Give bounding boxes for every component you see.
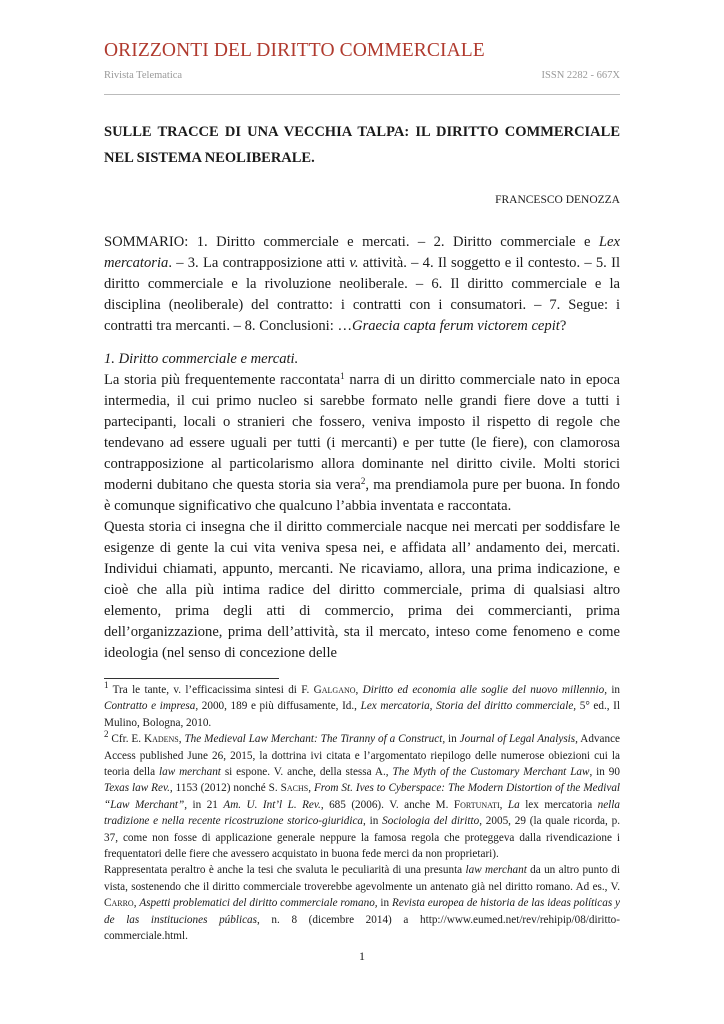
footnote-separator: [104, 678, 279, 679]
footnote-ref-1[interactable]: 1: [340, 371, 345, 381]
footnote-2-continued: Rappresentata peraltro è anche la tesi che svaluta le peculiarità di una presunta law merchant da un altro punto di vista, sostenendo che il diritto commerciale troverebbe agevolmente un antenato già nel diritto romano. Ad es., V. Carro, Aspetti problematici del diritto commerciale romano, in Revista europea de historia de las ideas políticas y de las instituciones públicas, n. 8 (dicembre 2014) a http://www.eumed.net/rev/rehipip/08/diritto-commerciale.html.: [104, 864, 621, 943]
header-divider: [104, 94, 620, 95]
footnotes: [104, 682, 620, 945]
footnote-2: $^2$ Cfr. E. Kadens, The Medieval Law Merchant: The Tiranny of a Construct, in Journal of Legal Analysis, Advance Access published June 26, 2015, la dottrina ivi citata e l’argomentato riepilogo delle numerose obiezioni cui la teoria della law merchant si espone. V. anche, della stessa A., The Myth of the Customary Merchant Law, in 90 Texas law Rev., 1153 (2012) nonché S. Sachs, From St. Ives to Cyberspace: The Modern Distortion of the Medival “Law Merchant”, in 21 Am. U. Int’l L. Rev., 685 (2006). V. anche M. Fortunati, La lex mercatoria nella tradizione e nella recente ricostruzione storico-giuridica, in Sociologia del diritto, 2005, 29 (la quale ricorda, p. 37, come non fosse di applicazione generale neppure la famosa regola che proteggeva dalla rivendicazione i frequentatori delle fiere che avessero acquistato in buona fede merci da non proprietari).: [104, 729, 621, 861]
journal-subtitle: Rivista Telematica: [104, 70, 183, 81]
sommario: SOMMARIO: 1. Diritto commerciale e mercati. – 2. Diritto commerciale e Lex mercatoria. – 3. La contrapposizione atti v. attività. – 4. Il soggetto e il contesto. – 5. Il diritto commerciale e la rivoluzione neoliberale. – 6. Il diritto commerciale e la disciplina (neoliberale) del contratto: i contratti con i consumatori. – 7. Segue: i contratti tra mercanti. – 8. Conclusioni: …Graecia capta ferum victorem cepit?: [104, 234, 620, 334]
footnote-ref-2[interactable]: 2: [360, 476, 366, 486]
section-1: [104, 349, 620, 664]
page-number: 1: [359, 949, 365, 963]
journal-title: ORIZZONTI DEL DIRITTO COMMERCIALE: [104, 40, 485, 61]
paragraph: La storia più frequentemente raccontata$^1$ narra di un diritto commerciale nato in epoca intermedia, il cui primo nucleo si sarebbe formato nelle grandi fiere dove a tutti i partecipanti, locali o stranieri che fossero, veniva imposto il rispetto di regole che tendevano ad essere uguali per tutti (i mercanti) e per tutte (le fiere), con clamorosa contrapposizione al particolarismo allora dominante nel diritto civile. Molti storici moderni dubitano che questa storia sia vera$^2$, ma prendiamola pure per buona. In fondo è comunque significativo che qualcuno l’abbia inventata e raccontata.: [104, 371, 621, 514]
section-heading: 1. Diritto commerciale e mercati.: [104, 351, 299, 367]
journal-issn: ISSN 2282 - 667X: [541, 70, 620, 81]
footnote-1: $^1$ Tra le tante, v. l’efficacissima sintesi di F. Galgano, Diritto ed economia alle soglie del nuovo millennio, in Contratto e impresa, 2000, 189 e più diffusamente, Id., Lex mercatoria, Storia del diritto commerciale, 5° ed., Il Mulino, Bologna, 2010.: [104, 680, 621, 729]
journal-subline: [104, 70, 620, 81]
paragraph: Questa storia ci insegna che il diritto commerciale nacque nei mercati per soddisfare le esigenze di gente la cui vita veniva spesa nei, e affidata all’ andamento dei, mercati. Individui chiamati, appunto, mercanti. Ne ricaviamo, allora, una prima indicazione, e cioè che alla più intima radice del diritto commerciale, prima di qualsiasi altro elemento, prima degli atti di commercio, prima dei commercianti, prima dell’organizzazione, prima dell’attività, sta il mercato, inteso come fenomeno e come ideologia (nel senso di concezione delle: [104, 519, 620, 661]
article-author: FRANCESCO DENOZZA: [495, 194, 620, 206]
article-title: SULLE TRACCE DI UNA VECCHIA TALPA: IL DIRITTO COMMERCIALE NEL SISTEMA NEOLIBERALE.: [104, 124, 620, 166]
